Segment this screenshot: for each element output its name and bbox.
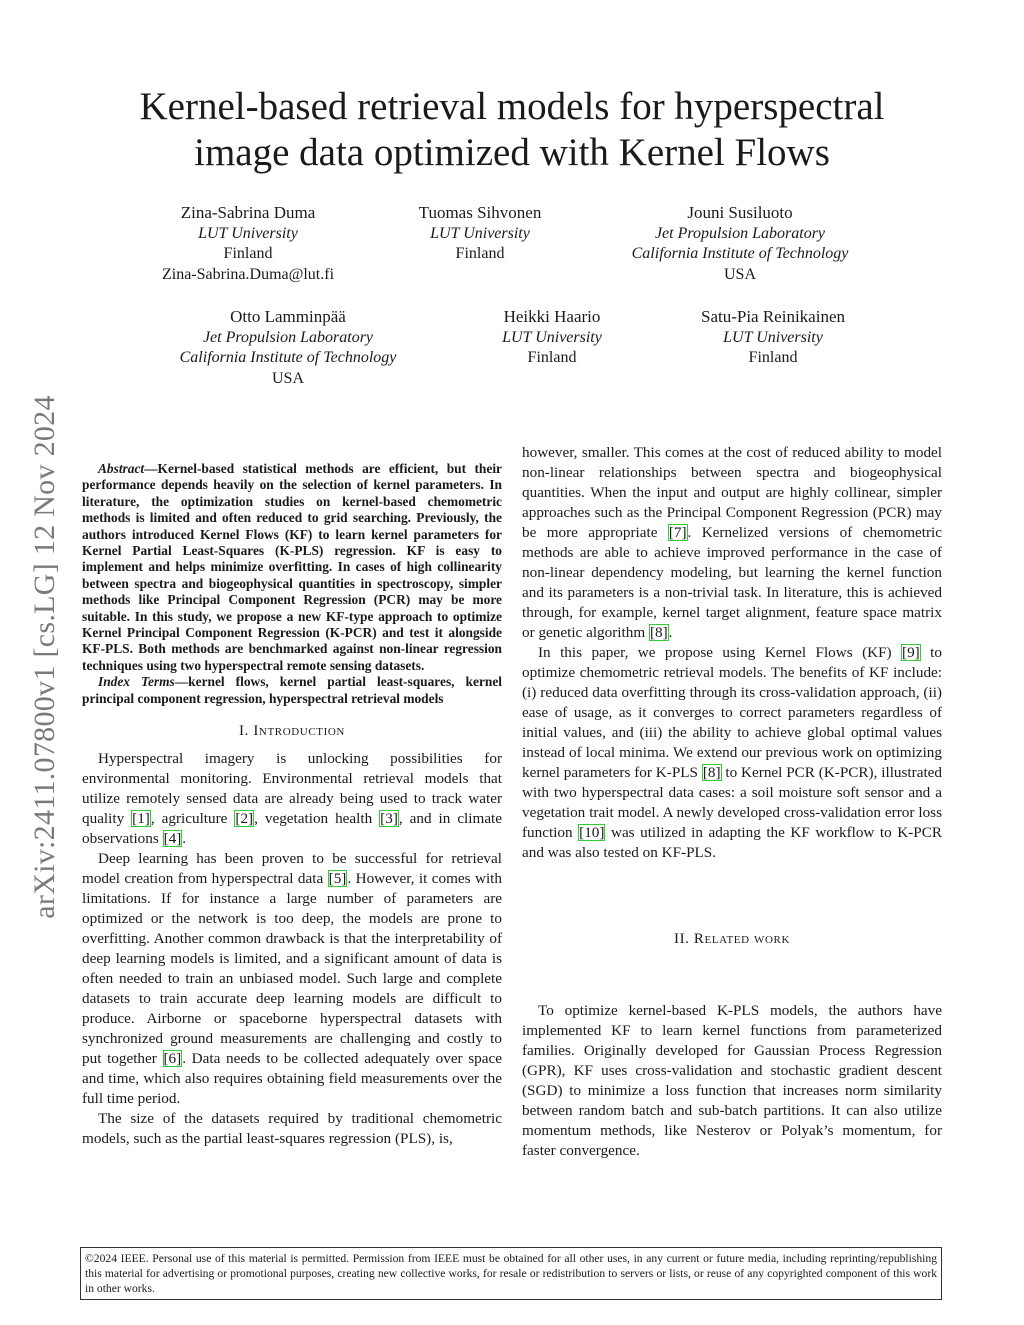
right-column [522,443,942,1161]
abstract-label: Abstract [98,461,145,476]
citation-link[interactable]: [8] [649,624,668,641]
section-number: I. [239,723,249,740]
author-affiliation: LUT University [430,224,530,242]
citation-link[interactable]: [7] [668,524,687,541]
citation-link[interactable]: [9] [902,644,920,661]
author-country: Finland [455,245,505,262]
citation-link[interactable]: [10] [579,824,605,841]
abstract-text: —Kernel-based statistical methods are efficient, but their performance depends heavily on the selection of kernel parameters. In literature, the optimization studies on kernel-based chemometric methods is limited and often reduced to grid searching. Previously, the authors introduced Kernel Flows (KF) to learn kernel parameters for Kernel Partial Least-Squares (K-PLS) regression. KF is easy to implement and helps minimize overfitting. In cases of high collinearity between spectra and biogeophysical quantities in spectroscopy, simpler methods like Principal Component Regression (PCR) may be more suitable. In this study, we propose a new KF-type approach to optimize Kernel Principal Component Regression (K-PCR) and test it alongside KF-PLS. Both methods are benchmarked against non-linear regression techniques using two hyperspectral remote sensing datasets. [82,461,502,673]
author-block-sihvonen [380,203,580,265]
citation-link[interactable]: [4] [163,830,182,848]
related-work-paragraph: To optimize kernel-based K-PLS models, the authors have implemented KF to learn kernel functions from parameterized families. Originally developed for Gaussian Process Regression (GPR), KF uses cross-validation and stochastic gradient descent (SGD) to minimize a loss function that increases norm similarity between random batch and sub-batch partitions. It can also utilize momentum methods, like Nesterov or Polyak’s momentum, for faster convergence. [522,1002,942,1159]
intro-paragraph-3: The size of the datasets required by traditional chemometric models, such as the partial least-squares regression (PLS), is, [82,1110,502,1148]
author-country: Finland [527,349,577,366]
author-institution: California Institute of Technology [631,245,849,262]
arxiv-identifier: arXiv:2411.07800v1 [cs.LG] 12 Nov 2024 [28,395,61,919]
intro-paragraph-2 [82,849,502,1109]
text-run: to Kernel PCR (K-PCR), illustrated with two hyperspectral data cases: a soil moisture soft sensor and a vegetation trait model. A newly developed cross-validation error loss function [522,764,942,841]
author-country: Finland [223,245,273,262]
author-name: Tuomas Sihvonen [418,203,542,222]
text-run: . Data needs to be collected adequately over space and time, which also requires obtaining field measurements over the full time period. [82,1050,503,1108]
text-run: , agriculture [150,810,235,828]
text-run: . [668,624,673,641]
author-country: USA [271,369,304,387]
author-affiliation: LUT University [723,328,823,346]
text-run: . However, it comes with limitations. If for instance a large number of parameters are optimized or the network is too deep, the models are prone to overfitting. Another common drawback is that the interpretability of deep learning models is limited, and a significant amount of data is often needed to train an unbiased model. Such large and complete datasets to train accurate deep learning models are difficult to produce. Airborne or spaceborne hyperspectral datasets with synchronized ground measurements are challenging and costly to put together [82,870,502,1068]
section-title: Related work [693,931,790,947]
text-run: , and in climate observations [82,810,503,848]
abstract [82,461,502,707]
author-block-reinikainen [663,307,883,369]
abstract-paragraph [82,461,502,674]
section-heading-introduction [82,721,502,741]
author-name: Otto Lamminpää [230,307,346,326]
text-run: however, smaller. This comes at the cost of reduced ability to model non-linear relationships between spectra and biogeophysical quantities. When the input and output are highly collinear, simpler approaches such as the Principal Component Regression (PCR) may be more appropriate [522,444,942,541]
text-run: In this paper, we propose using Kernel Flows (KF) [538,644,902,661]
text-run: . Kernelized versions of chemometric methods are able to achieve improved performance in the case of non-linear dependency modeling, but learning the kernel function and its parameters is a non-trivial task. In literature, this is achieved through, for example, kernel target alignment, feature space matrix or genetic algorithm [522,524,942,641]
text-run: , vegetation health [254,810,380,828]
citation-link[interactable]: [2] [235,810,254,828]
title-line-2: image data optimized with Kernel Flows [194,131,830,174]
section-title: Introduction [253,723,345,740]
author-block-haario [452,307,652,369]
author-country: USA [723,265,756,283]
text-run: was utilized in adapting the KF workflow to K-PCR and was also tested on KF-PLS. [522,824,942,861]
author-affiliation: Jet Propulsion Laboratory [654,224,826,242]
author-name: Heikki Haario [503,307,601,326]
arxiv-sidebar [22,352,68,962]
index-terms [82,674,502,707]
right-paragraph-2 [522,643,942,863]
author-name: Jouni Susiluoto [687,203,793,222]
author-block-lamminpaa [158,307,418,389]
author-email: Zina-Sabrina.Duma@lut.fi [161,265,335,283]
citation-link[interactable]: [5] [328,870,347,888]
author-name: Zina-Sabrina Duma [180,203,316,222]
copyright-notice: ©2024 IEEE. Personal use of this material is permitted. Permission from IEEE must be obtained for all other uses, in any current or future media, including reprinting/republishing this material for advertising or promotional purposes, creating new collective works, for resale or redistribution to servers or lists, or reuse of any copyrighted component of this work in other works. [80,1247,942,1300]
author-name: Satu-Pia Reinikainen [700,307,845,326]
section-number: II. [673,931,690,947]
paper-title [100,84,924,176]
text-run: to optimize chemometric retrieval models. The benefits of KF include: (i) reduced data overfitting through its cross-validation approach, (ii) ease of usage, as it converges to correct parameters regardless of initial values, and (iii) the ability to achieve global optimal values instead of local minima. We extend our previous work on optimizing kernel parameters for K-PLS [522,644,942,781]
author-affiliation: Jet Propulsion Laboratory [202,328,374,346]
index-terms-text: —kernel flows, kernel partial least-squares, kernel principal component regression, hyperspectral retrieval models [82,674,502,706]
citation-link[interactable]: [3] [380,810,398,828]
text-run: Hyperspectral imagery is unlocking possibilities for environmental monitoring. Environmental retrieval models that utilize remotely sensed data are already being used to track water quality [82,750,502,828]
left-column [82,461,502,1149]
text-run: Deep learning has been proven to be successful for retrieval model creation from hyperspectral data [82,850,502,888]
author-country: Finland [748,349,798,366]
author-block-duma [148,203,348,285]
author-block-susiluoto [610,203,870,285]
author-affiliation: LUT University [502,328,602,346]
text-run: . [182,830,187,848]
title-line-1: Kernel-based retrieval models for hyperspectral [139,85,885,128]
citation-link[interactable]: [1] [132,810,150,828]
author-institution: California Institute of Technology [179,349,397,366]
author-affiliation: LUT University [198,224,298,242]
right-paragraph-1 [522,443,942,643]
citation-link[interactable]: [6] [163,1050,182,1068]
index-terms-label: Index Terms [98,674,175,690]
intro-paragraph-1 [82,749,502,849]
citation-link[interactable]: [8] [702,764,721,781]
section-heading-related-work [522,929,942,949]
